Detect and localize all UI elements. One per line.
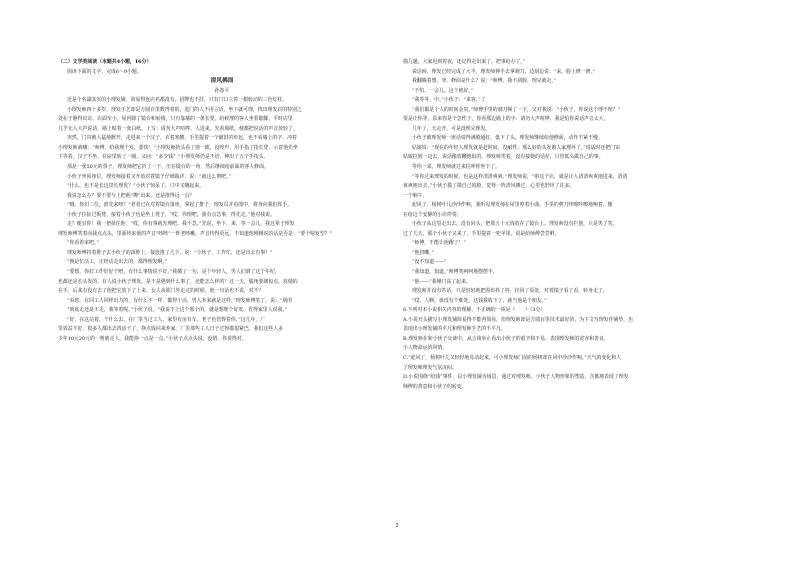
text-line: B.理发师在和小伙子交谈中，从言谈举止看出小伙子的艰辛和不易，表现理发师的宽容和善良。	[403, 335, 609, 342]
text-line: “他——”我嗓门高了起来。	[412, 278, 471, 285]
article-author: 孙春平	[214, 87, 230, 94]
text-line: A.小说开头描写小理发铺简易得不能再简易，但理发师却是方圆百里技术最好的，为下文写理发作铺垫，也	[403, 316, 634, 323]
text-line: “到底走还是不走，我等着呢。”小伙子说，“我说不上这个那个的，就是想理个好发，省得家里人说我。”	[67, 307, 288, 314]
text-line: “不怕，一会儿，这个就好。”	[412, 87, 474, 94]
text-line: 表现出小理发铺的平凡和理发师手艺的不平凡。	[403, 326, 506, 333]
text-line: “看您，在同工人同样出力的，有什么不一样，都得干活，男人本来就是这样。”理发师傅笑了，说：“别的	[67, 297, 293, 304]
text-line: “好，在这站着，干什么去，在厂里当过工人，家里有房有车，老子也管得着你，”这几年，厂	[67, 316, 266, 323]
text-line: “没不知道——”	[412, 259, 447, 266]
text-line: 几乎无人大声说话，墙上贴着一张白纸，上写：请勿大声喧哗。人进来，先看那纸，便都把说话的声音放轻了。	[58, 125, 298, 132]
text-line: 姑娘说：“现在的年轻人理发就是赶时间，没耐性，那么好的头发被人家理坏了。”说话时还把门帘	[412, 144, 620, 151]
text-line: 我翻腾着想，爷，修面是什么？说：“师傅，我不刮脸，理完就走。”	[412, 78, 557, 85]
text-line: 在给这个安静的小店伴奏。	[403, 211, 462, 218]
question-stem: 6.下列对本小说相关内容的理解，不正确的一项是（ ）（3分）	[403, 307, 546, 314]
text-line: “换是忙活工，正经店走出去的，都得理发啊。”	[67, 259, 168, 266]
text-line: 姑娘拉到一边去，说话像放鞭炮似的，理发师笑着，没有接她的话茬，只管低头做自己的事。	[403, 154, 604, 161]
text-line: 过了几天，那个小伙子又来了，手里提着一兜苹果，说是给师傅尝尝鲜。	[403, 230, 560, 237]
text-line: 理发师并没有答话，只是轻轻地把围布抖了抖，挂回了原处，对着镜子看了看，转身走了。	[412, 288, 608, 295]
right-body-text	[403, 58, 734, 392]
text-line: 那是一张50元的票子，理发师把它折了一下，压在镜台的一角，然后继续给前面的客人修面。	[67, 164, 269, 171]
reading-instruction: 阅读下面的文字，完成6～9小题。	[67, 68, 142, 75]
text-line: 小人物命运的同情。	[403, 345, 448, 352]
text-line: 一个晌午，	[403, 192, 428, 199]
text-line: 小伙子拉扯过板凳，接着小伙子也是坐上凳子，“哎，你理吧。我有点急事，得先走。”他对我说。	[67, 211, 275, 218]
text-line: 爽爽地出去。”小伙子摸了摸自己的脸，觉得一阵清风拂过，心里也舒坦了许多。	[403, 183, 575, 190]
text-line: 少年10元20元的一剪就走人，我能挣一点是一点。”小伙子点点头说，没错，你说得对。	[58, 335, 247, 342]
text-line: 在手，后来有没有去了他把它放下了上来。女人从那门外走过的时候，他一句话也不说，对不？	[58, 288, 264, 295]
text-line: “我等等，中。”小伙子：“来客。”了	[412, 97, 486, 104]
article-title: 清风拂面	[210, 78, 234, 85]
text-line: 师傅的善意和小伙子的转变。	[403, 383, 467, 390]
text-line: 小伙子坐回座位，理发师接着又开始对着镜子仔细端详，说：“就这么剪吧。”	[67, 173, 231, 180]
text-line: 几年了，天走开，可是没理完理发。	[412, 125, 491, 132]
text-line: 理发师傅笑着向我点点头，里面传来他的声音“咳咳”一阵老咳嗽，声音传得更远，不知道他刚刚说的话是否是：“要个啥发型？”	[58, 230, 333, 237]
left-body-text	[58, 96, 386, 344]
text-line: “师傅，不能让他跑了！”	[412, 240, 466, 247]
text-line: “要想，你好工作好好干吧，有什么事情说不好。”我插了一句，是个年轻人，男人们到了这个年纪，	[67, 269, 280, 276]
text-line: 小伙子从这里走出去，没有回头，把那五十元钱放在了镜台上。理发师没有拦他，只是笑了笑。	[412, 221, 618, 228]
text-line: 小伙子被理发师一席话说得满脸通红，低下了头。理发师继续给他修面，动作不紧不慢。	[412, 135, 603, 142]
text-line: 突然，门帘被人猛地掀开，走进来一个汉子，衣着寒酸，手里提着一个破旧的布包，也不看墙上的字，冲着	[67, 135, 297, 142]
text-line: 走？便宜你！我一把扯住他：“哎，你有事就先理吧。我不急。”先说，坐下，来，等一会儿，我这辈子理发	[67, 221, 295, 228]
text-line: “什么，也不是长这里长理发？”小伙子惊呆了，口中又嚷起来。	[67, 183, 205, 190]
text-line: 了理发师理发气氛沉闷。	[403, 364, 457, 371]
text-line: D.小说围绕“给钱”事件，以小理发铺为场景，通过对理发师、小伙子人物形象的塑造，含蓄地表现了理发	[403, 374, 629, 381]
text-line: 近是个名副其实的小理发铺，简易得连店名都没有，招牌也不挂，只有门口立着一根转动的三色灯柱。	[67, 97, 288, 104]
section-heading: （二）文学类阅读（本题共4小题，16分）	[58, 59, 152, 65]
text-line: C.“起风了，杨树叶儿又轻轻地晃动起来，可小理发师门前的杨树却在风中沙沙作响。”天气的变化和人	[403, 354, 621, 361]
text-line: 等你一来，理发师就过来招呼你坐下了。	[412, 164, 501, 171]
text-line: “我们都是个人的时间金贵。”师傅手里的剃刀顿了一下，又对我说：“小伙子，你说这个理不理？”	[412, 106, 621, 113]
text-line: “等你过来理发的时候，也是这样清清爽爽。”理发师说，“咱这个店，就是让人清清爽爽地进来，清清	[412, 173, 628, 180]
text-line: 里效益不好，很多人都出去找活干了，挣点钱回来养家。厂里那些工人日子过得都很紧巴，我们这些人多	[58, 326, 283, 333]
text-line: 起风了，杨树叶儿沙沙作响，我听见理发师在屋里哼着小曲，手里的剪刀咔嚓咔嚓地响着，像	[412, 202, 613, 209]
text-line: “他扭嘞。”	[412, 249, 435, 256]
text-line: “哎，人啊，谁没有个难处。这钱我收下了，就当他是个朋友。”	[412, 297, 547, 304]
text-line: “我知道，知道。”师傅笑呵呵地摆摆手，	[412, 269, 498, 276]
text-line: “你看着来吧。”	[67, 240, 99, 247]
right-column	[403, 58, 734, 548]
text-line: 小理发师就嚷：“师傅，给我理个发，要快！”小理发师抬头看了他一眼，没吱声，用手指了指长凳，示意他先坐	[58, 144, 298, 151]
text-line: 理发师傅持着推子去小伙子的颈脖上，接连推了几下，说：“小伙子，工作忙，还是出去有事？”	[67, 249, 273, 256]
page-number: 2	[395, 523, 399, 529]
text-line: 我说怎么办？要不要与上把他“撵”出来，还是推得远一点？	[67, 192, 195, 199]
text-line: “哦，你们二位，谁先来呀？”老者已在对着镜台落座，拿起了推子，理发员并看图中，将身向我们挥手。	[67, 202, 293, 209]
left-column	[58, 58, 386, 548]
text-line: 下等着。汉子不坐，在屋里转了一圈，又问：“多少钱？”小理发师仍是不语，伸出了五个手指头。	[58, 154, 269, 161]
text-line: 小理发师四十多岁，理发手艺却是方圆百里数得着的。进门的人不用言语，坐下就可理，找出理发店的特别之	[67, 106, 302, 113]
text-line: 描几趟。大家迟到着夜，还记得走出来了。把事给办了。”	[403, 59, 526, 65]
text-line: 也都还是长头发的。有人说小伙子理发，是不是遇到什么事了，还能怎么样的？这一天，鬓角要剃短点，发梢的	[58, 278, 298, 285]
text-line: 说话间，理发已经完成了大半，理发师伸手去拿剃刀，边刮边说：“来，脸上修一修。”	[412, 68, 596, 75]
text-line: 要是让你等，原来你是个急性子。你看那边墙上的字：请勿大声喧哗，我是怕你说话声音太大，	[403, 116, 609, 123]
text-line: 处在于静得出奇。店面窄小，屋内除了镜台和转椅，只有靠墙的一条长凳，给候理的客人坐着歇脚。平时店里	[58, 116, 293, 123]
